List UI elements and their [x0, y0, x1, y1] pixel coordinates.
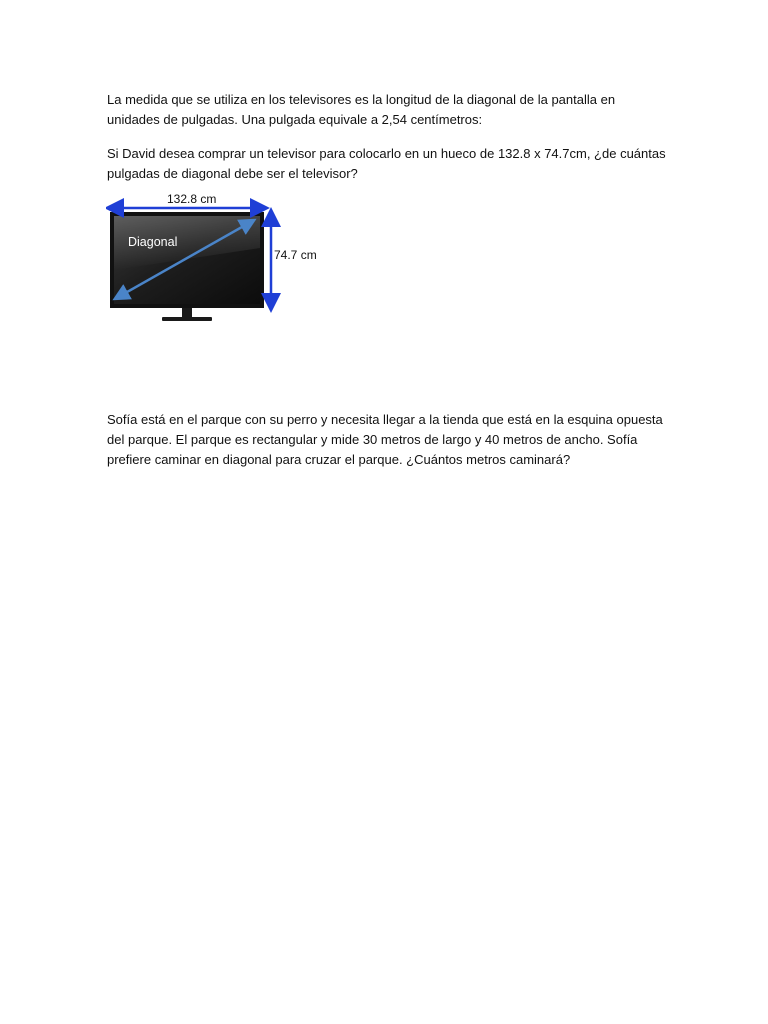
- paragraph-park-problem: Sofía está en el parque con su perro y necesita llegar a la tienda que está en la esquina opuesta del parque. El parque es rectangular y mide 30 metros de largo y 40 metros de ancho. Sofía prefiere caminar en diagonal para cruzar el parque. ¿Cuántos metros caminará?: [107, 412, 663, 467]
- width-label: 132.8 cm: [167, 192, 217, 206]
- height-label: 74.7 cm: [274, 248, 317, 262]
- tv-stand-base: [162, 317, 212, 321]
- tv-stand-neck: [182, 308, 192, 317]
- diagonal-label: Diagonal: [128, 235, 178, 249]
- tv-diagram: [106, 186, 346, 326]
- paragraph-tv-measure: La medida que se utiliza en los televisores es la longitud de la diagonal de la pantalla en unidades de pulgadas. Una pulgada equivale a 2,54 centímetros:: [107, 92, 616, 127]
- paragraph-tv-question: Si David desea comprar un televisor para colocarlo en un hueco de 132.8 x 74.7cm, ¿de cuántas pulgadas de diagonal debe ser el televisor?: [107, 146, 666, 181]
